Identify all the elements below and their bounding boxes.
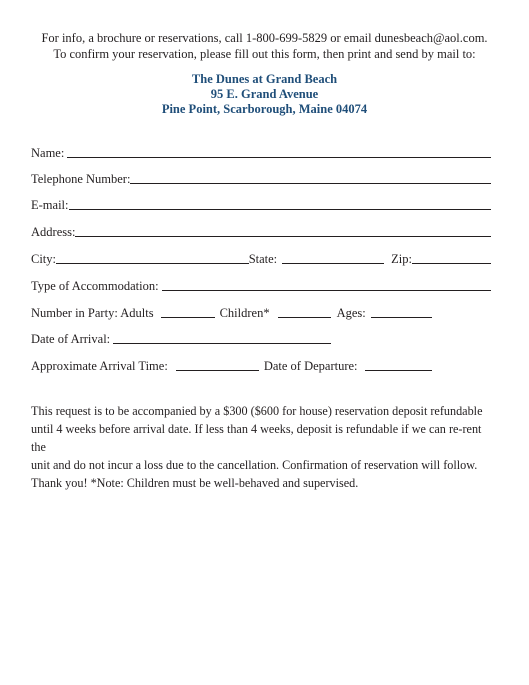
note-line: unit and do not incur a loss due to the cancellation. Confirmation of reservation will follow. <box>31 458 478 472</box>
address-street: 95 E. Grand Avenue <box>210 87 319 101</box>
city-field[interactable] <box>56 263 249 264</box>
arrival-time-field[interactable] <box>176 370 259 371</box>
ages-field[interactable] <box>371 317 432 318</box>
adults-label: Number in Party: Adults <box>31 306 154 320</box>
arrival-time-label: Approximate Arrival Time: <box>31 359 168 373</box>
address-field[interactable] <box>75 236 491 237</box>
name-row <box>31 144 491 160</box>
address-city: Pine Point, Scarborough, Maine 04074 <box>161 102 368 116</box>
name-label: Name: <box>31 146 65 160</box>
accommodation-field[interactable] <box>162 290 491 291</box>
phone-row <box>31 170 491 186</box>
city-label: City: <box>31 252 57 266</box>
note-line: Thank you! *Note: Children must be well-behaved and supervised. <box>31 476 359 490</box>
phone-label: Telephone Number: <box>31 172 131 186</box>
arrival-date-label: Date of Arrival: <box>31 332 111 346</box>
state-field[interactable] <box>282 263 384 264</box>
zip-field[interactable] <box>412 263 491 264</box>
accommodation-row <box>31 277 491 293</box>
arrival-date-field[interactable] <box>113 343 331 344</box>
departure-field[interactable] <box>365 370 432 371</box>
instruction-line: To confirm your reservation, please fill out this form, then print and send by mail to: <box>53 47 476 61</box>
arrival-date-row <box>31 330 491 346</box>
party-row <box>31 304 491 320</box>
contact-line: For info, a brochure or reservations, call 1-800-699-5829 or email dunesbeach@aol.com. <box>41 31 488 45</box>
address-name: The Dunes at Grand Beach <box>191 72 338 86</box>
deposit-note <box>31 402 493 492</box>
children-field[interactable] <box>278 317 331 318</box>
address-row <box>31 223 491 239</box>
name-field[interactable] <box>67 157 491 158</box>
ages-label: Ages: <box>336 306 366 320</box>
note-line: This request is to be accompanied by a $300 ($600 for house) reservation deposit refundable <box>31 404 483 418</box>
intro-text <box>0 30 529 62</box>
departure-label: Date of Departure: <box>263 359 358 373</box>
phone-field[interactable] <box>130 183 491 184</box>
email-row <box>31 196 491 212</box>
state-label: State: <box>248 252 278 266</box>
email-label: E-mail: <box>31 198 69 212</box>
note-line: until 4 weeks before arrival date. If less than 4 weeks, deposit is refundable if we can re-rent the <box>31 422 482 454</box>
arrival-time-row <box>31 357 491 373</box>
city-state-zip-row <box>31 250 491 266</box>
zip-label: Zip: <box>391 252 412 266</box>
children-label: Children* <box>219 306 270 320</box>
mailing-address <box>0 72 529 117</box>
adults-field[interactable] <box>161 317 215 318</box>
email-field[interactable] <box>69 209 492 210</box>
address-label: Address: <box>31 225 76 239</box>
accommodation-label: Type of Accommodation: <box>31 279 159 293</box>
